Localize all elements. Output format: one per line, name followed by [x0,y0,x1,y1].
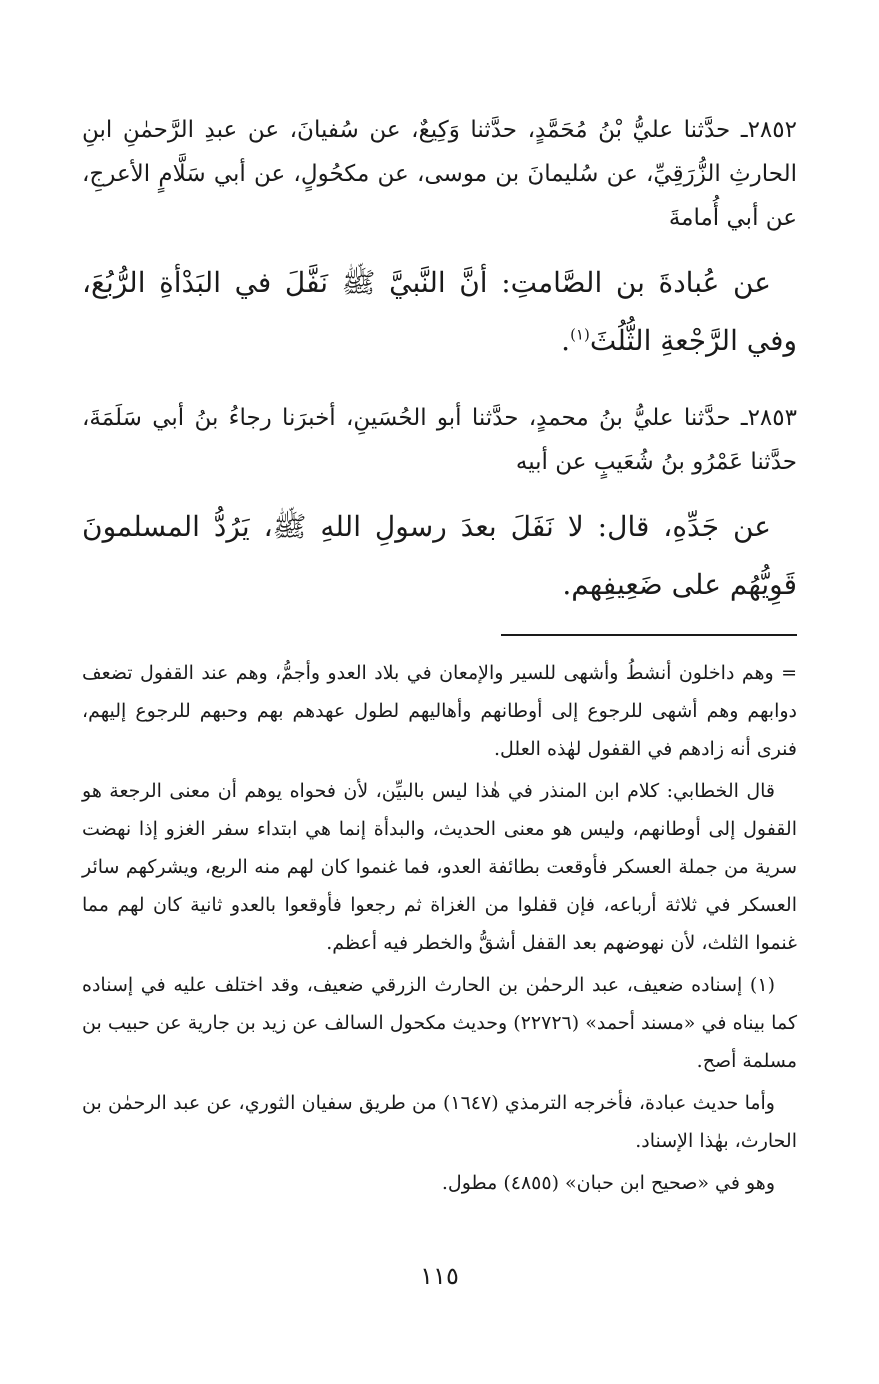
footnote-ref-1[interactable]: (١) [570,325,590,344]
footnote-continuation: = وهم داخلون أنشطُ وأشهى للسير والإمعان في بلاد العدو وأجمُّ، وهم عند القفول تضعف دوابهم وهم أشهى للرجوع إلى أوطانهم وأهاليهم لطول عهدهم بهم وحبهم للرجوع إليهم، فنرى أنه زادهم في القفول لهٰذه العلل. [82,662,797,760]
footnote-1-tirmidhi: وأما حديث عبادة، فأخرجه الترمذي (١٦٤٧) من طريق سفيان الثوري، عن عبد الرحمٰن بن الحارث، بهٰذا الإسناد. [82,1092,797,1152]
hadith-2852-matn [82,254,797,370]
footnote-1-ibn-hibban: وهو في «صحيح ابن حبان» (٤٨٥٥) مطول. [441,1172,775,1194]
hadith-2852-matn-text: عن عُبادةَ بن الصَّامتِ: أنَّ النَّبيَّ ﷺ نَفَّلَ في البَدْأةِ الرُّبُعَ، وفي الرَّجْعةِ الثُّلُثَ [82,266,797,357]
page-number: ١١٥ [420,1262,459,1290]
hadith-2853-isnad: ٢٨٥٣ـ حدَّثنا عليُّ بنُ محمدٍ، حدَّثنا أبو الحُسَينِ، أخبرَنا رجاءُ بنُ أبي سَلَمَةَ، حدَّثنا عَمْرُو بنُ شُعَيبٍ عن أبيه [82,405,797,475]
hadith-2853-matn: عن جَدِّهِ، قال: لا نَفَلَ بعدَ رسولِ اللهِ ﷺ، يَرُدُّ المسلمونَ قَوِيُّهُم على ضَعِيفِهم. [82,510,797,601]
footnote-separator [501,634,797,636]
hadith-2852-isnad: ٢٨٥٢ـ حدَّثنا عليُّ بْنُ مُحَمَّدٍ، حدَّثنا وَكِيعٌ، عن سُفيانَ، عن عبدِ الرَّحمٰنِ ابنِ الحارثِ الزُّرَقِيِّ، عن سُليمانَ بن موسى، عن مكحُولٍ، عن أبي سَلَّامٍ الأعرجِ، عن أبي أُمامةَ [82,117,797,231]
footnote-1: (١) إسناده ضعيف، عبد الرحمٰن بن الحارث الزرقي ضعيف، وقد اختلف عليه في إسناده كما بيناه في «مسند أحمد» (٢٢٧٢٦) وحديث مكحول السالف عن زيد بن جارية عن حبيب بن مسلمة أصح. [82,974,797,1072]
footnote-khattabi: قال الخطابي: كلام ابن المنذر في هٰذا ليس بالبيِّن، لأن فحواه يوهم أن معنى الرجعة هو القفول إلى أوطانهم، وليس هو معنى الحديث، والبدأة إنما هي ابتداء سفر الغزو إذا نهضت سرية من جملة العسكر فأوقعت بطائفة العدو، فما غنموا كان لهم منه الربع، ويشركهم سائر العسكر في ثلاثة أرباعه، فإن قفلوا من الغزاة ثم رجعوا فأوقعوا بالعدو ثانية كان لهم مما غنموا الثلث، لأن نهوضهم بعد القفل أشقُّ والخطر فيه أعظم. [82,780,797,954]
hadith-2852-matn-end: . [561,324,571,357]
